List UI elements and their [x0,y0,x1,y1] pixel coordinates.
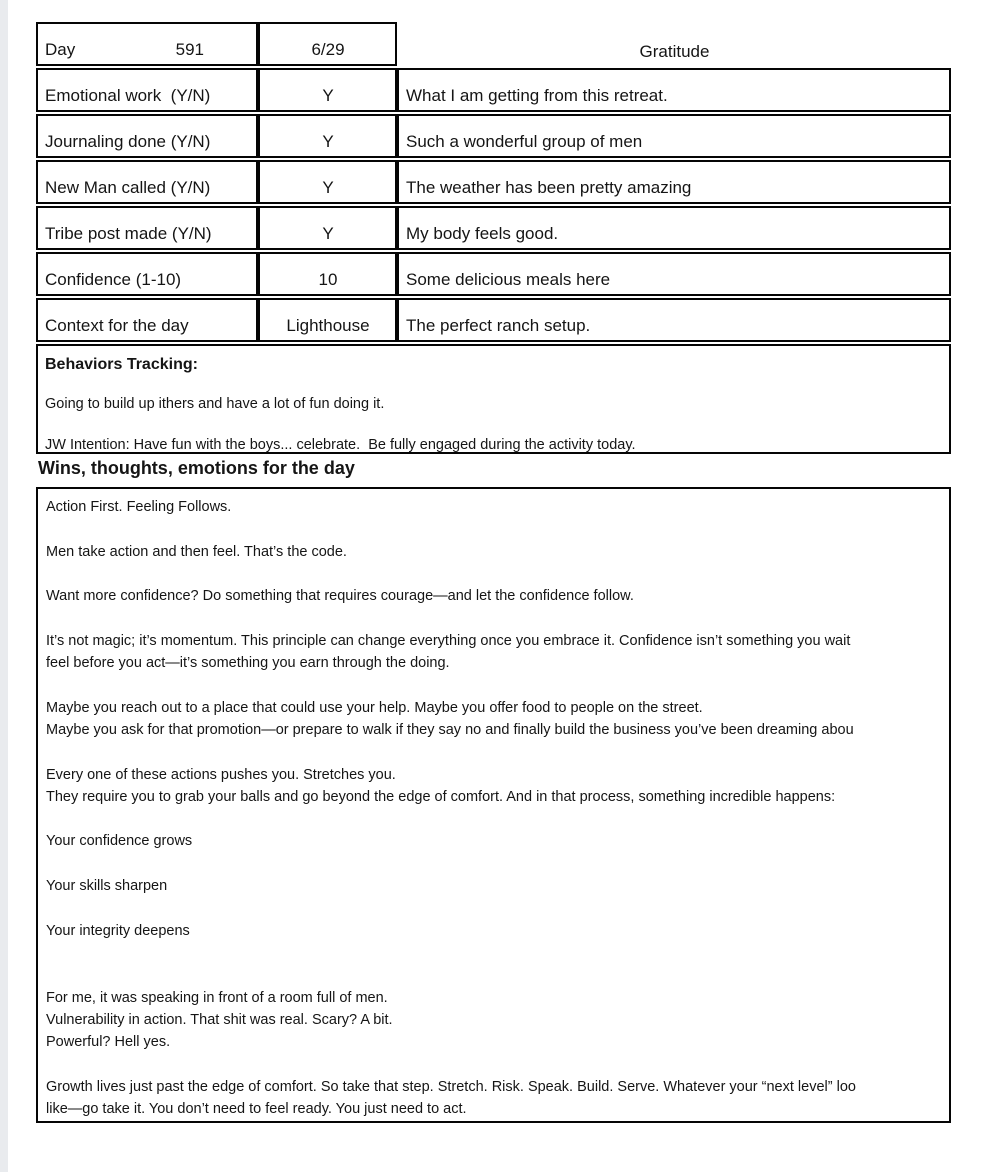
gratitude-text: What I am getting from this retreat. [406,86,668,105]
gratitude-header-label: Gratitude [639,42,710,61]
wins-section-heading: Wins, thoughts, emotions for the day [38,458,355,478]
day-cell [36,22,258,66]
metric-value [258,114,397,158]
text-line: Want more confidence? Do something that requires courage—and let the confidence follow. [46,588,634,605]
metric-label [36,298,258,342]
metric-value [258,206,397,250]
text-line: feel before you act—it’s something you earn through the doing. [46,655,450,672]
day-number: 591 [175,40,204,59]
text-line: Your integrity deepens [46,922,190,939]
gratitude-text: The weather has been pretty amazing [406,178,692,197]
metric-label [36,160,258,204]
table-row [36,252,951,296]
text-line: Action First. Feeling Follows. [46,499,232,515]
text-line: Growth lives just past the edge of comfort. So take that step. Stretch. Risk. Speak. Build. Serve. Whatever your “next level” loo [46,1078,856,1095]
text-line: It’s not magic; it’s momentum. This principle can change everything once you embrace it. Confidence isn’t something you wait [46,632,851,649]
text-line: Maybe you ask for that promotion—or prepare to walk if they say no and finally build the business you’ve been dreaming abou [46,721,854,738]
gratitude-header [397,22,951,66]
metric-value-text: Y [322,132,334,151]
gratitude-text: The perfect ranch setup. [406,316,591,335]
behaviors-title: Behaviors Tracking: [45,356,198,373]
text-line: like—go take it. You don’t need to feel ready. You just need to act. [46,1101,467,1118]
metric-label-text: Confidence (1-10) [45,270,182,289]
gratitude-cell [397,160,951,204]
table-row [36,114,951,158]
text-line: Maybe you reach out to a place that could use your help. Maybe you offer food to people on the street. [46,699,703,716]
metric-value [258,252,397,296]
metric-label-text: Emotional work (Y/N) [45,86,211,105]
text-line [46,853,949,875]
metric-label [36,114,258,158]
metric-value-text: 10 [318,270,338,289]
gratitude-text: Such a wonderful group of men [406,132,643,151]
date-cell [258,22,397,66]
gratitude-cell [397,252,951,296]
gratitude-cell [397,114,951,158]
text-line: Powerful? Hell yes. [46,1034,171,1051]
metric-label [36,252,258,296]
text-line [46,674,949,696]
text-line [46,563,949,585]
table-row [36,160,951,204]
table-row [36,298,951,342]
behaviors-line: Going to build up ithers and have a lot of fun doing it. [45,396,385,412]
text-line: Every one of these actions pushes you. Stretches you. [46,766,396,783]
text-line [46,518,949,540]
text-line: Vulnerability in action. That shit was real. Scary? A bit. [46,1011,393,1028]
metric-value-text: Lighthouse [286,316,370,335]
text-line: For me, it was speaking in front of a room full of men. [46,989,388,1006]
date-value: 6/29 [311,40,345,59]
metric-label [36,68,258,112]
gratitude-cell [397,68,951,112]
page-left-edge [0,0,8,1172]
metric-value [258,160,397,204]
wins-text-box [36,487,951,1123]
gratitude-text: My body feels good. [406,224,559,243]
text-line [46,808,949,830]
table-header-row [36,22,951,66]
behaviors-intention-line: JW Intention: Have fun with the boys... celebrate. Be fully engaged during the activity today. [45,437,636,453]
metric-value [258,68,397,112]
metric-label-text: Tribe post made (Y/N) [45,224,212,243]
metric-label-text: Journaling done (Y/N) [45,132,211,151]
metric-value-text: Y [322,178,334,197]
metric-value-text: Y [322,224,334,243]
text-line [46,1053,949,1075]
text-line [46,964,949,986]
text-line [46,897,949,919]
text-line: They require you to grab your balls and go beyond the edge of comfort. And in that process, something incredible happens: [46,788,836,805]
text-line: Your skills sharpen [46,878,168,895]
text-line: Your confidence grows [46,833,193,850]
metric-label-text: New Man called (Y/N) [45,178,211,197]
metric-value-text: Y [322,86,334,105]
text-line: Men take action and then feel. That’s the code. [46,543,347,560]
metric-label-text: Context for the day [45,316,189,335]
gratitude-cell [397,298,951,342]
table-row [36,68,951,112]
behaviors-tracking-box [36,344,951,454]
metric-value [258,298,397,342]
text-line [46,607,949,629]
table-row [36,206,951,250]
gratitude-cell [397,206,951,250]
day-label: Day [45,40,76,59]
text-line [46,942,949,964]
gratitude-text: Some delicious meals here [406,270,611,289]
metric-label [36,206,258,250]
text-line [46,741,949,763]
